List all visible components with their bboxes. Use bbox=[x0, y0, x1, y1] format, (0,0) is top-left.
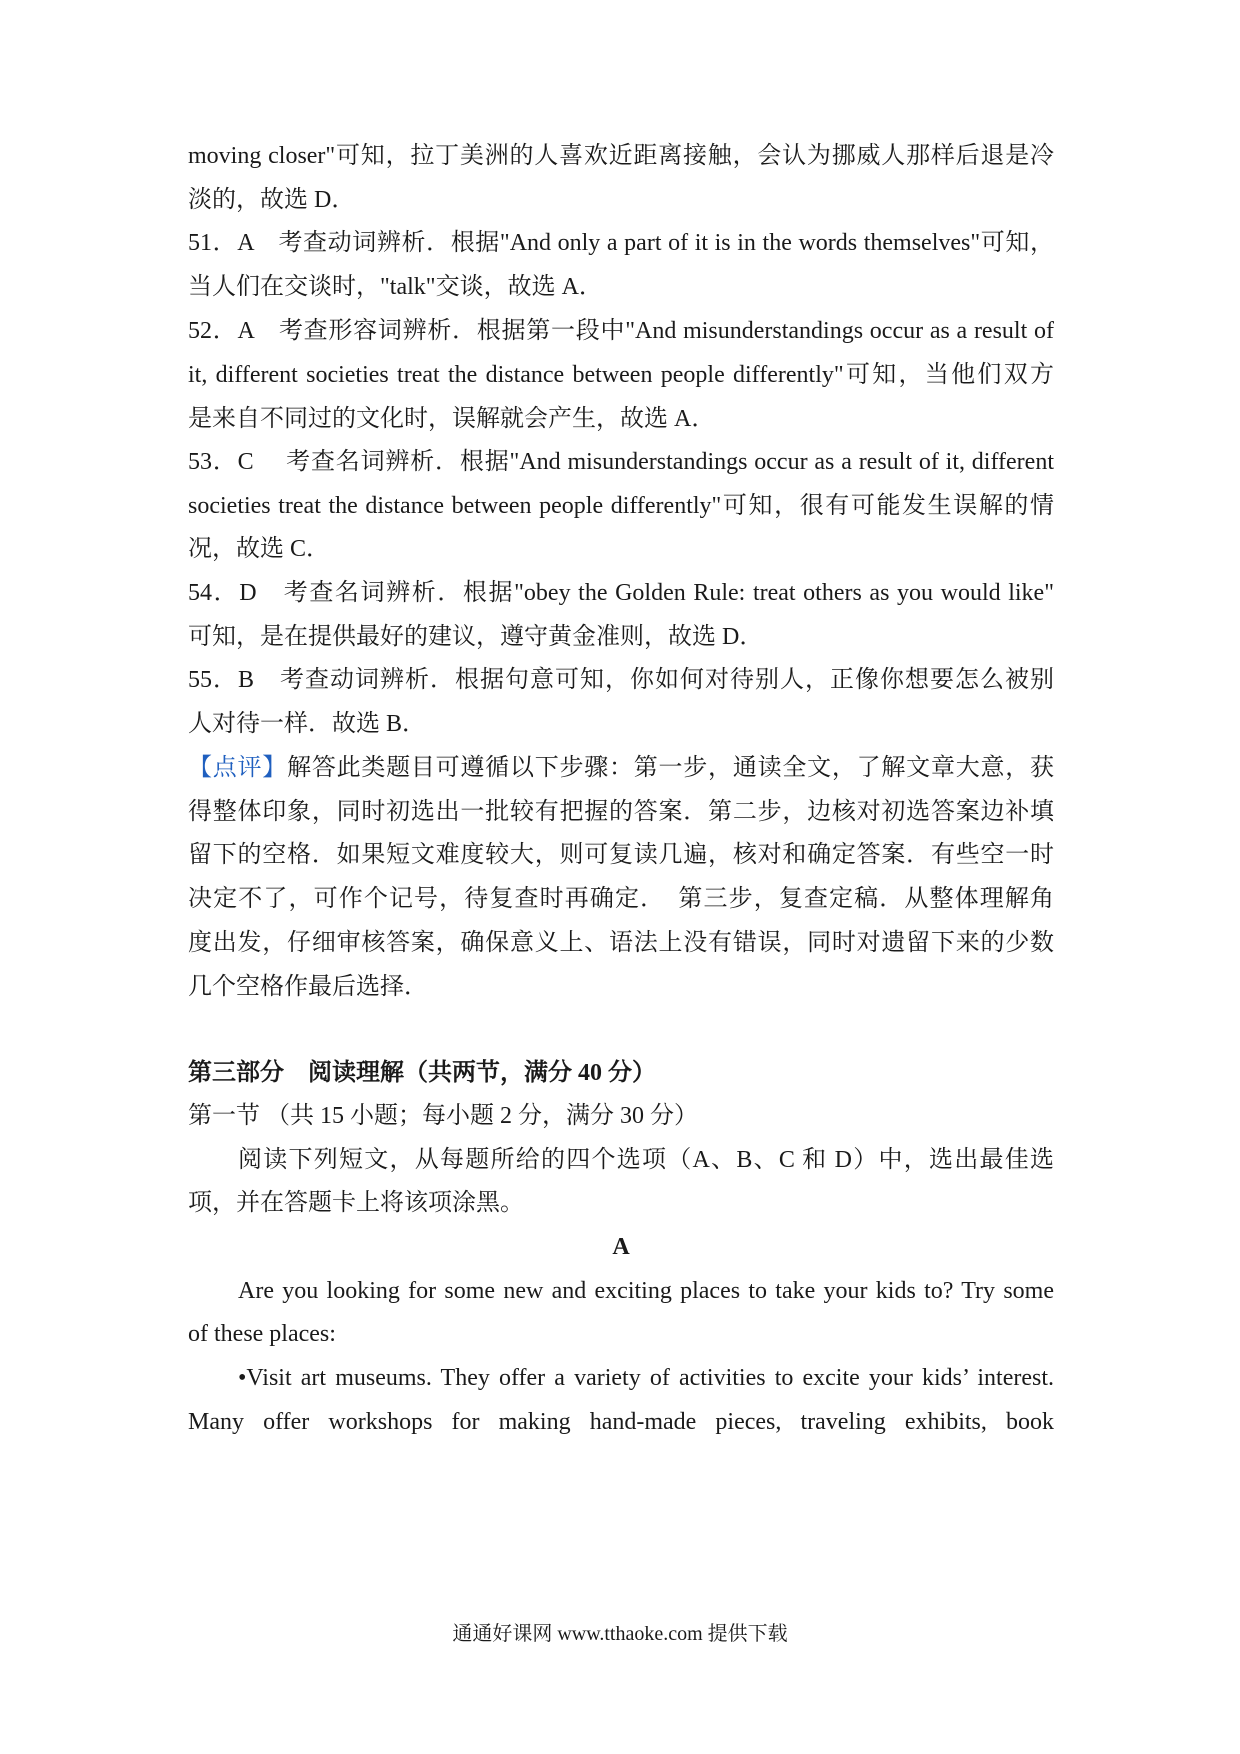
comment-text: 解答此类题目可遵循以下步骤：第一步，通读全文，了解文章大意，获 bbox=[287, 755, 1055, 781]
answer-continuation-line: 淡的，故选 D． bbox=[188, 187, 356, 213]
comment-line: 几个空格作最后选择． bbox=[188, 974, 428, 1000]
answer-52: 52．A 考查形容词辨析．根据第一段中"And misunderstandings occur as a result of bbox=[188, 318, 1054, 344]
passage-bullet: •Visit art museums. They offer a variety of activities to excite your kids’ interest. bbox=[238, 1365, 1054, 1391]
comment-line: 得整体印象，同时初选出一批较有把握的答案．第二步，边核对初选答案边补填 bbox=[188, 799, 1054, 825]
passage-label: A bbox=[612, 1234, 630, 1260]
comment-tag: 【点评】 bbox=[188, 755, 288, 781]
section-title: 第三部分 阅读理解（共两节，满分 40 分） bbox=[188, 1060, 656, 1086]
comment-line: 留下的空格．如果短文难度较大，则可复读几遍，核对和确定答案．有些空一时 bbox=[188, 842, 1054, 868]
comment-line: 决定不了，可作个记号，待复查时再确定． 第三步，复查定稿．从整体理解角 bbox=[188, 886, 1054, 912]
section-instructions-cont: 项，并在答题卡上将该项涂黑。 bbox=[188, 1190, 524, 1216]
section-subtitle: 第一节 （共 15 小题；每小题 2 分，满分 30 分） bbox=[188, 1103, 698, 1129]
passage-bullet-cont: Many offer workshops for making hand-made pieces, traveling exhibits, book bbox=[188, 1409, 1054, 1435]
answer-55: 55．B 考查动词辨析．根据句意可知，你如何对待别人，正像你想要怎么被别 bbox=[188, 667, 1054, 693]
passage-paragraph: Are you looking for some new and exciting places to take your kids to? Try some bbox=[238, 1278, 1054, 1304]
answer-continuation-line: moving closer"可知，拉丁美洲的人喜欢近距离接触，会认为挪威人那样后退是冷 bbox=[188, 143, 1054, 169]
answer-52-cont: it, different societies treat the distance between people differently"可知，当他们双方 bbox=[188, 362, 1054, 388]
passage-paragraph-cont: of these places: bbox=[188, 1321, 336, 1347]
answer-53-cont: 况，故选 C． bbox=[188, 536, 331, 562]
answer-51-cont: 当人们在交谈时，"talk"交谈，故选 A． bbox=[188, 274, 603, 300]
answer-54: 54．D 考查名词辨析．根据"obey the Golden Rule: treat others as you would like" bbox=[188, 580, 1054, 606]
comment-line: 度出发，仔细审核答案，确保意义上、语法上没有错误，同时对遗留下来的少数 bbox=[188, 930, 1054, 956]
answer-53: 53．C 考查名词辨析．根据"And misunderstandings occur as a result of it, different bbox=[188, 449, 1054, 475]
answer-52-cont: 是来自不同过的文化时，误解就会产生，故选 A． bbox=[188, 406, 716, 432]
answer-53-cont: societies treat the distance between people differently"可知，很有可能发生误解的情 bbox=[188, 493, 1054, 519]
answer-54-cont: 可知，是在提供最好的建议，遵守黄金准则，故选 D． bbox=[188, 624, 764, 650]
section-instructions: 阅读下列短文，从每题所给的四个选项（A、B、C 和 D）中，选出最佳选 bbox=[238, 1147, 1054, 1173]
page-footer: 通通好课网 www.tthaoke.com 提供下载 bbox=[452, 1623, 788, 1645]
answer-51: 51．A 考查动词辨析．根据"And only a part of it is in the words themselves"可知， bbox=[188, 230, 1054, 256]
answer-55-cont: 人对待一样．故选 B． bbox=[188, 711, 427, 737]
comment-paragraph bbox=[188, 753, 1054, 783]
